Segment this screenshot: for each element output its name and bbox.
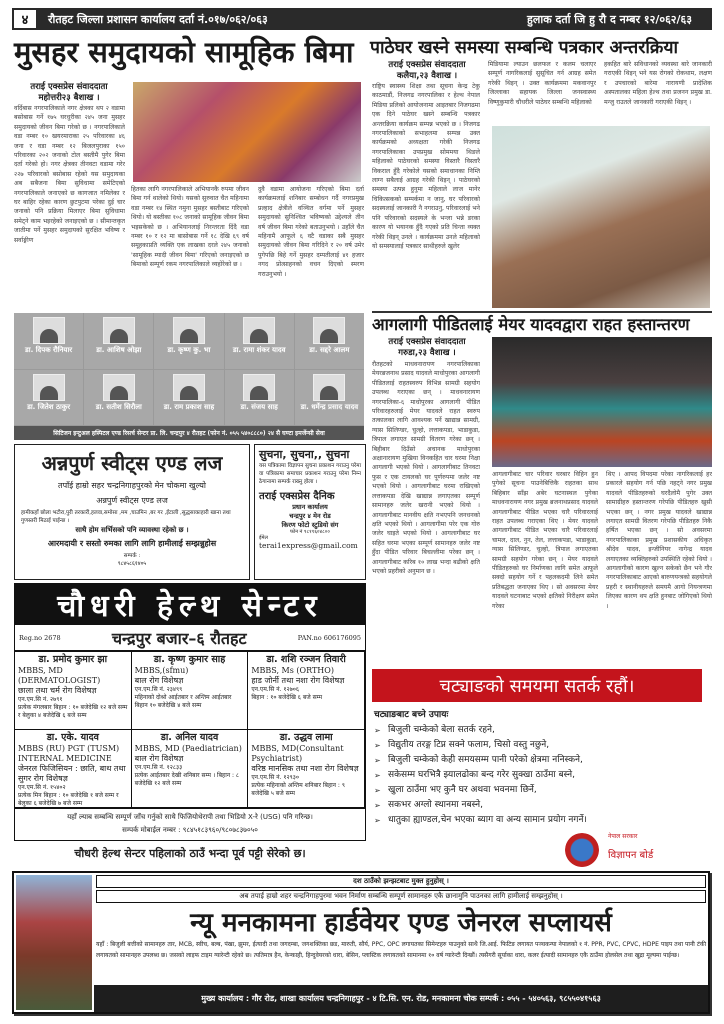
chaudhary-doctor-cell bbox=[15, 652, 132, 730]
doctor-card bbox=[84, 370, 153, 426]
chaudhary-services bbox=[14, 809, 366, 841]
doctor-name: डा. सद्दरे आलम bbox=[309, 346, 350, 354]
doctor-name: डा. जितेश ठाकुर bbox=[27, 402, 71, 411]
article1-photo bbox=[133, 82, 361, 182]
doctor-schedule: प्रत्येक महिनाको अन्तिम शनिबार बिहान : ९ बजेदेखि ५ बजे सम्म bbox=[251, 782, 345, 797]
article2-dateline: कलैया,२३ वैशाख । bbox=[396, 71, 458, 81]
doctor-name: डा. प्रमोद कुमार झा bbox=[38, 654, 108, 665]
doctor-card bbox=[14, 370, 83, 426]
doctor-name: डा. राम प्रकाश साह bbox=[163, 402, 215, 411]
govt-label: नेपाल सरकार bbox=[608, 833, 638, 840]
article3-headline: आगलागी पीडितलाई मेयर यादवद्वारा राहत हस्तान्तरण bbox=[372, 315, 690, 334]
doctor-photo bbox=[243, 374, 275, 401]
registration-left: रौतहट जिल्ला प्रशासन कार्यालय दर्ता नं.०१७/०६२/०६३ bbox=[48, 12, 268, 26]
lightning-tip: ➢ सकेसम्म घरभित्रै झ्यालढोका बन्द गरेर सुक्खा ठाउँमा बस्ने, bbox=[374, 768, 714, 783]
doctor-schedule: प्रत्येक मिन बिहान : १० बजेदेखि १ बजे सम्म र बेलुका ६ बजेदेखि ७ बजे सम्म bbox=[18, 792, 119, 807]
article2-photo bbox=[492, 126, 710, 308]
lightning-tip: ➢ धातुका ह्याण्डल,चेन भएका ब्याग वा अन्य सामान प्रयोग नगर्ने। bbox=[374, 813, 714, 828]
doctor-qualification: MBBS, MD(Consultant Psychiatrist) bbox=[251, 744, 344, 763]
chaudhary-subheader bbox=[14, 625, 366, 651]
article3-column-3: थिए । आपद विपदमा परेका नागरिकलाई हर प्रकारले सहयोग गर्न पछि नहट्ने नगर प्रमुख यादवले पीडितहरुको घरदैलोमै पुगेर उक्त सामाग्रीहरु हस्तान्तरण गरेपछि पीडितहरु खुसी भएका छन् । नगर प्रमुख यादवले खाद्यान्न लगाएत सामग्री वितरण गरेपछि पीडितहरु निकै हर्षित भएका छन् । सो अवसरमा नगरपालिकाका प्रमुख प्रशासकीय अधिकृत श्रीदेव यादव, इन्जीनियर नागेन्द्र यादव लगाएतका व्यक्तिहरुको उपस्थिति रहेको थियो । आगलागीको कारण खुल्न सकेको छैन भने गौर नगरपालिकाबाट आएको बारुणयन्त्रको सहयोगले प्रहरी र स्थानीयहरुले समयमै आगो नियन्त्रणमा लिएका कारण थप क्षति हुनबाट जोगिएको थियो । bbox=[606, 471, 712, 610]
lightning-title-banner: चट्याङको समयमा सतर्क रहौं। bbox=[372, 669, 702, 702]
article1-headline: मुसहर समुदायको सामूहिक बिमा bbox=[14, 35, 354, 69]
annapurna-line2: अन्नपुर्ण स्वीट्स एण्ड लज bbox=[96, 496, 168, 505]
annapurna-title: अन्नपुर्ण स्वीट्स एण्ड लज bbox=[41, 451, 223, 475]
doctor-name: डा. कृष्ण कु. भा bbox=[167, 346, 211, 354]
doctor-card bbox=[225, 370, 294, 426]
doctor-photo bbox=[33, 374, 65, 401]
doctor-schedule: बिहान : १० बजेदेखि ६ बजे सम्म bbox=[251, 694, 323, 701]
doctor-name: डा. संजय साह bbox=[240, 402, 278, 411]
article2-column-3: हकहित बारे सविधानको व्यवस्था बारे जानकारी गराएकी थिइन् भने यस रोगको रोकथाम, लक्षण र उपचारको बारेमा नारायणी प्रादेशिक अस्पतालका महिला हेल्थ तथा प्रजनन प्रमुख डा. मन्जु राउतले जानकारी गराएकी थिइन् । bbox=[604, 61, 712, 106]
hardware-store-ad bbox=[12, 871, 710, 1014]
article3-column-1: रौतहटको माधवनारायण नगरपालिकाका मेयरब्रजनाथ प्रसाद यादवले माधोपुरका आगलागी पीडितलाई राहतस्वरुप विभिन्न सामग्री सहयोग उपलब्ध गराएका छन् । माधवनारायण नगरपालिका-६ माधोपुरका आगलागी पीडित परिवारहरुलाई मेयर यादवले राहत स्वरुप तत्कालका लागि आवश्यक पर्ने खाद्यान्न सामग्री, ग्यास सिलिण्डर, चुल्हो, लत्ताकपडा, भाडाकुडा, त्रिपाल लगाएत सामग्री वितरण गरेका छन् । बिहीबार दिउँसो अचानक माधोपुरका अक्षानारायण मुखिया विनकहित चार घरमा निक्षा आगलागी भएको थियो । आगलागीबाट तिनवटा फुस र एक टायलको घर पूर्णरुपमा जलेर नष्ट भएको थियो । आगलागीबाट घरमा राखिएको लत्ताकपडा देखि खाद्यान्न लगाएतका सम्पूर्ण सामानहरु जलेर खरानी भएको थियो । आगलागीबाट मानवीय क्षति नभएपनि जनधनको क्षति भएको थियो । आगलागीमा परेर एक गोरु जलेर घाइते भएको थियो । आगलागीबाट घर सहित घरमा भएका सम्पूर्ण सामानहरु जलेर नष्ट हुँदा पीडित परिवार बिचल्लीमा परेका छन् । आगलागीबाट करिब १० लाख भन्दा बढीको क्षति भएको प्रहरीको अनुमान छ । bbox=[372, 361, 480, 575]
doctor-name: डा. कृष्ण कुमार साह bbox=[153, 654, 226, 665]
doctor-name: डा. धर्मेन्द्र प्रसाद यादव bbox=[300, 402, 359, 411]
temple-photo bbox=[16, 875, 92, 1010]
annapurna-sweets-ad bbox=[14, 444, 250, 580]
chaudhary-doctor-cell bbox=[15, 730, 132, 808]
lightning-tip-list bbox=[374, 723, 714, 828]
hardware-body: यहाँ : बिजुली बत्तीको सामानहरु तार, MCB, स्वीच, बल्ब, पंखा, झुमर, ईत्यादी तथा जगदम्बा, जगशक्तिका छड, मारुती, सौर्य, PPC, OPC लगायतका सिमेन्टहरु पाउनुको साथै जि.आई. फिटिङ लगायत पञ्चकन्या नेपालको १ नं. PPR, PVC, CPVC, HDPE पाइप तथा पानी टंकी लगायतको सामानहरु उपलब्ध छ। जसको लाइफ टाइम ग्यारेन्टी रहेको छ। त्यतिमात्र हैन, केन्काही, हिन्दुवेयरको धारा, बेसिन, प्लास्टिक लगायतको सामानमा १० वर्ष ग्यारेन्टी दिन्छौं। त्यसैगरी सूर्याका धारा, कलर ईत्यादी सामानहरु एकै ठाउँमा होलसेल तथा खुद्रा मूल्यमा पाईन्छ। bbox=[96, 941, 706, 959]
lightning-tips bbox=[374, 708, 714, 828]
article2-byline-block bbox=[372, 60, 482, 82]
hardware-intro: अब तपाई हाम्रो शहर चन्द्रनिगाहपुरमा भवन निर्माण सम्बन्धि सम्पूर्ण सामानहरु एकै छानामुनि पाउनका लागि हामीलाई सम्झनुहोस् । bbox=[96, 890, 706, 903]
article2-column-2: मिडियामा ल्याउन छलफल र कलम चलाएर सम्पूर्ण नागरिकलाई सुसूचित गर्न आग्रह समेत गरेकी थिइन् । उक्त कार्यक्रममा मकवानपुर जिल्लाका सहायक जिल्ला जनस्वास्थ्य विष्णुकुमारी चौधरीले पाठेघर सम्बन्धि महिलाको bbox=[488, 61, 596, 106]
article1-byline: तराई एक्सप्रेस संवाददाता bbox=[30, 82, 108, 92]
suchana-office: प्रधान कार्यालय bbox=[292, 503, 328, 511]
chaudhary-doctor-cell bbox=[248, 652, 365, 730]
lightning-tip: ➢ सकभर अग्लो स्थानमा नबस्ने, bbox=[374, 798, 714, 813]
doctor-photo bbox=[173, 374, 205, 401]
doctor-name: डा. उद्धव लामा bbox=[279, 732, 333, 743]
lightning-tip: ➢ खुला ठाउँमा भए कुनै घर अथवा भवनमा छिर्ने, bbox=[374, 783, 714, 798]
doctor-name: डा. सतीश सिरौला bbox=[95, 402, 142, 411]
annapurna-line1: तपाँई हाम्रो सहर चन्द्रनिगाहपुरको मेन चोकमा खुल्यो bbox=[58, 481, 206, 490]
doctor-schedule: महिनाको दोश्रो आईतबार र अन्तिम आईतबार बिहान १० बजेदेखि ४ बजे सम्म bbox=[134, 694, 232, 709]
doctor-nmc-number: एन.एम.सि नं. १५४०२ bbox=[18, 784, 66, 791]
doctors-advertisement bbox=[14, 313, 364, 440]
article3-byline: तराई एक्सप्रेस संवाददाता bbox=[388, 337, 466, 347]
doctor-nmc-number: एन.एम.सि नं. १२७०६ bbox=[251, 686, 299, 693]
doctor-photo bbox=[313, 374, 345, 401]
ad-board-label: विज्ञापन बोर्ड bbox=[608, 850, 654, 861]
doctor-qualification: MBBS,(sfmu) bbox=[134, 666, 189, 675]
article1-column-3: दुवै वडामा आयोजना गरिएको बिमा दर्ता कार्यक्रमलाई शनिबार सम्बोधन गर्दै नगरप्रमुख प्रल्हाद क्षेत्रीले वञ्चित वर्गमा पर्ने मुसहर समुदायको सुनिश्चित भविष्यको उद्देश्यले तीन वर्ष जीवन बिमा गरेको बताउनुभयो । उहाँले चैत महिनामै आफूले ६ वटै वडाका सबै मुसहर समुदायको जीवन बिमा गरिदिने र २० वर्ष उमेर पुगेपछि बिहे गर्ने मुसहर दम्पतीलाई ४१ हजार नगद प्रोत्साहनको वचन दिएको स्मरण गराउनुभयो । bbox=[258, 186, 364, 278]
chaudhary-moved-notice: चौधरी हेल्थ सेन्टर पहिलाको ठाउँ भन्दा पूर्व पट्टी सेरेको छ। bbox=[74, 847, 306, 860]
doctor-card bbox=[84, 313, 153, 369]
doctor-name: डा. रामा शंकर यादव bbox=[232, 346, 286, 354]
doctor-specialty: जेनरल फिजिसियन : छाति, बाथ तथा सुगर रोग विशेषज्ञ bbox=[18, 764, 126, 783]
doctor-specialty: बाल रोग विशेषज्ञ bbox=[134, 676, 184, 685]
lightning-subtitle: चट्याङबाट बच्ने उपायः bbox=[374, 710, 449, 720]
hardware-footer: मुख्य कार्यालय : गौर रोड, शाखा कार्यालय चन्द्रनिगाहपुर - ४ टि.सि. एन. रोड, मनकामना चोक सम्पर्क : ०५५ - ५४०५६३, ९८५५०४१५६३ bbox=[94, 985, 708, 1012]
suchana-ad bbox=[254, 444, 366, 580]
chaudhary-xray-note: यहाँ ल्याब सम्बन्धि सम्पूर्ण जाँच गर्नुको साथै फिजियोथेरापी तथा भिडियो X-रे (USG) पनि गरिन्छ। bbox=[67, 813, 313, 821]
article1-byline-block bbox=[14, 82, 124, 104]
article2-column-1: राष्ट्रिय स्वास्थ्य शिक्षा तथा सूचना केन्द्र टेकु काठमाडौं, निजगढ नगरपालिका र हेल्थ नेपाल मिडिया प्रलिको आयोजनामा आइतबार निजगढमा एक दिने पाठेघर खस्ने सम्बन्धि पत्रकार अन्तरक्रिया कार्यक्रम सम्पन्न भएको छ । निजगढ नगरपालिकाको सभाहलमा सम्पन्न उक्त कार्यक्रमको अध्यक्षता गरेकी निजगढ नगरपालिकाका उपप्रमुख सोममया थिङले महिलाको पाठेघरको समस्या विस्तारै विस्तारै विकराल हुँदै गरेकोले यसको समाधानका निम्ति लाग्न सबैलाई आग्रह गरेकी थिइन् । पाठेघरको समस्या उत्पन्न हुनुमा महिलाले लाज मानेर चिकित्सकको सम्पर्कमा न जानु, घर परिवारको सदस्यलाई जानकारी नै नगराउनु, परिवारलाई भने पनि परिवारको सदस्यले के भन्ला भन्ने डरका कारण यो भयानक हुँदै गएको प्रति चिन्ता व्यक्त गरेकी थिइन् उनले । कार्यक्रममा उनले महिलाको यो समस्यालाई पत्रकार साथीहरुले खुलेर bbox=[372, 83, 480, 250]
doctor-nmc-number: एन.एम.सि नं. २७९१ bbox=[18, 696, 63, 703]
chaudhary-doctor-grid bbox=[14, 651, 366, 809]
doctor-qualification: MBBS, MD (Paediatrician) bbox=[134, 744, 242, 753]
doctor-qualification: MBBS, MD (DERMATOLOGIST) bbox=[18, 666, 101, 685]
doctor-name: डा. आशिष ओझा bbox=[96, 346, 142, 354]
doctor-card bbox=[154, 370, 223, 426]
lightning-tip: ➢ बिजुली चम्केको बेला सतर्क रहने, bbox=[374, 723, 714, 738]
chaudhary-doctor-cell bbox=[248, 730, 365, 808]
doctor-specialty: छाला तथा चर्म रोग विशेषज्ञ bbox=[18, 686, 97, 695]
doctor-specialty: हाड जोर्नी तथा नशा रोग विशेषज्ञ bbox=[251, 676, 345, 685]
doctor-name: डा. शशि रञ्जन तिवारी bbox=[266, 654, 346, 665]
doctor-photo bbox=[313, 317, 345, 344]
doctor-name: डा. दिपक रौनियार bbox=[25, 346, 73, 354]
hardware-title: न्यू मनकामना हार्डवेयर एण्ड जेनरल सप्लायर्स bbox=[190, 908, 612, 938]
chaudhary-doctor-cell bbox=[132, 652, 249, 730]
doctor-card bbox=[225, 313, 294, 369]
doctor-qualification: MBBS (RU) PGT (TUSM) INTERNAL MEDICINE bbox=[18, 744, 120, 763]
lightning-tip: ➢ बिजुली चम्केको केही समयसम्म पानी परेको क्षेत्रमा ननिस्कने, bbox=[374, 753, 714, 768]
doctor-qualification: MBBS, Ms (ORTHO) bbox=[251, 666, 334, 675]
suchana-body: यस पत्रिकामा विज्ञापन सुचना प्रकाशन गराउनु परेमा वा पत्रिकामा समाचार प्रकाशन गराउनु परेमा निम्न ठेगानामा सम्पर्क राख्नु होला । bbox=[259, 463, 361, 485]
suchana-email-label: ईमेल bbox=[259, 535, 268, 541]
chaudhary-reg-no: Reg.no 2678 bbox=[19, 633, 61, 642]
suchana-email[interactable]: terai1express@gmail.com bbox=[259, 541, 358, 550]
doctor-photo bbox=[103, 317, 135, 344]
lightning-tip: ➢ विद्युतीय तरङ्ग टिप्न सक्ने फलाम, चिसो वस्तु नछुने, bbox=[374, 738, 714, 753]
article3-photo bbox=[492, 337, 712, 467]
doctor-nmc-number: एन.एम.सि नं. १२८३३ bbox=[134, 764, 183, 771]
doctors-ad-footer: सिटिजन इन्टुअल हस्पिटल एण्ड रिसर्च सेन्टर प्रा. लि. चन्द्रपुर ४ रौतहट (फोन नं. ०५५ ५४०८८८०) २४ सै घण्टा इमर्जेन्सी सेवा bbox=[14, 426, 364, 440]
annapurna-contact-label: सम्पर्क : bbox=[123, 553, 141, 559]
article1-column-2: हितका लागि नगरपालिकाले अभियानकै रुपमा जीवन बिमा गर्न थालेको थियो। यसको सुरुवात चैत महिनामा वडा नम्बर १४ स्थित नमुना मुसहर बस्तीबाट गरिएको थियो। यो बस्तीका १०८ जनाको सामूहिक जीवन बिमा भइसकेको छ । अभियानलाई निरन्तरता दिंदै वडा नम्बर १० र १२ मा बासोबास गर्ने १८ देखि ६९ वर्ष समूहकाप्रति व्यक्ति एक लाखका दरले २४५ जनाको 'सामूहिक म्यादी जीवन बिमा' गरिएको जनाइएको छ बिमाको सम्पूर्ण रकम नगरपालिकाले व्यहोरेको छ । bbox=[131, 186, 249, 269]
doctor-specialty: बाल रोग विशेषज्ञ bbox=[134, 754, 184, 763]
annapurna-contact: ९८४५८६१४०५ bbox=[117, 561, 147, 567]
doctor-card bbox=[295, 313, 364, 369]
chaudhary-doctor-cell bbox=[132, 730, 249, 808]
doctor-specialty: वरिष्ठ मानसिक तथा नशा रोग विशेषज्ञ bbox=[251, 764, 359, 773]
doctor-schedule: प्रत्येक आईतबार देखी शनिबार सम्म । बिहान : ८ बजेदेखि १२ बजे सम्म bbox=[134, 772, 240, 787]
suchana-paper-name: तराई एक्सप्रेस दैनिक bbox=[259, 491, 335, 502]
suchana-studio: किरण फोटो स्टुडियो संग bbox=[281, 521, 339, 529]
chaudhary-pan-no: PAN.no 606176095 bbox=[297, 633, 361, 642]
article1-column-1: वर्दिबास नगरपालिकाले नगर क्षेत्रका थप २ वडामा बसोबास गर्ने १७५ घरधुरीका २४५ जना मुसहर समुदायको जीवन बिमा गरेको छ । नगरपालिकाले वडा नम्बर १० खयरमाराका २५ परिवारका ४६ जना र वडा नम्बर १२ बिजलपुराका १५० परिवारका २०२ जनाको टोल बस्तीमै पुगेर बिमा दर्ता गरेको हो। नगर क्षेत्रका तीनवटा वडामा गरेर २२७ परिवारको बसोबास रहेको यस समुदायका अब सबैजना बिमा सुविधामा समेटिएको नगरपालिकाले जनाएको छ कागजात नमिलेका र घर बाहिर रहेका कारण छुटपुटमा परेका दुई चार जनाको पनि प्रक्रिया मिलाएर बिमा सुविधामा समेट्ने काम भइरहेको जनाइएको छ । सीमान्तकृत जातीमा पर्ने मुसहर समुदायको सुरक्षित भविष्य र सर्वाङ्गीण bbox=[14, 105, 125, 244]
page-header-bar bbox=[12, 8, 712, 30]
nepal-govt-emblem-icon bbox=[565, 833, 599, 867]
doctor-schedule: प्रत्येक मंगलबार बिहान : १० बजेदेखि १२ बजे सम्म र बेलुका ४ बजेदेखि ६ बजे सम्म bbox=[18, 704, 128, 719]
suchana-phone: फोन नं ९८११६०४८०० bbox=[290, 529, 330, 535]
chaudhary-mobile: सम्पर्क मोबाईल नम्बर : ९८४५१८३९६०/९८०७८३७०५० bbox=[122, 826, 258, 834]
doctor-nmc-number: एन.एम.सि नं. २३४९९ bbox=[134, 686, 183, 693]
suchana-address: चन्द्रपुर ४ मेन रोड bbox=[289, 512, 331, 520]
article1-dateline: महोत्तरी२३ बैशाख । bbox=[38, 93, 100, 103]
doctor-photo bbox=[103, 374, 135, 401]
chaudhary-location: चन्द्रपुर बजार–६ रौतहट bbox=[111, 628, 247, 648]
doctor-card bbox=[14, 313, 83, 369]
doctor-card bbox=[154, 313, 223, 369]
doctor-nmc-number: एन.एम.सि नं. १२९३० bbox=[251, 774, 299, 781]
annapurna-menu: हामीकहाँ छोला भटौरा,पुरी तरकारी,हलवा,समोसा ,मम ,चाउमिन ,बर गर ,ईटाली ,सुद्धसाकाहारी खाना तथा गुणस्तरी मिठाई पाईन्छ । bbox=[21, 510, 231, 524]
annapurna-home-service: साथै होम सर्भिसको पनि व्यावस्था रहेको छ । bbox=[75, 526, 189, 534]
article3-dateline: गरुडा,२३ वैशाख । bbox=[398, 348, 456, 358]
chaudhary-health-title: चौधरी हेल्थ सेन्टर bbox=[14, 583, 366, 625]
doctor-photo bbox=[243, 317, 275, 344]
page-number: ४ bbox=[14, 10, 36, 28]
doctor-photo bbox=[33, 317, 65, 344]
doctor-card bbox=[295, 370, 364, 426]
suchana-title: सुचना, सुचना,, सुचना bbox=[259, 448, 350, 461]
article2-headline: पाठेघर खस्ने समस्या सम्बन्धि पत्रकार अन्तरक्रिया bbox=[370, 38, 679, 58]
doctor-photo bbox=[173, 317, 205, 344]
doctor-name: डा. एके. यादव bbox=[46, 732, 99, 743]
article3-column-2: आगलागीबाट चार परिवार घरबार विहिन हुन पुगेको सूचना पाउनेबित्तिकै राहतका साथ बिहिबार साँझ अबेर घटनास्थल पुगेका माधवनारायण नगर प्रमुख ब्रजनाथप्रसाद यादवले आगलागीबाट पीडित भएका चारै परिवारलाई राहत उपलब्ध गराएका थिए । मेयर यादवले आगलागीबाट पीडित भएका चारै परिवारलाई चामल, दाल, नुन, तेल, लत्ताकपडा, भाडाकुडा, ग्यास सिलिण्डर, चुल्हो, त्रिपाल लगाएतका सामग्री सहयोग गरेका छन् । मेयर यादवले पीडितहरुको घर निर्माणका लागि समेत आफूले सक्दो सहयोग गर्ने र पहलकदमी लिने समेत प्रतिबद्धता जनाएका थिए । सो अवसरमा मेयर यादवले घटनाबाट भएको क्षतिको निरीक्षण समेत गरेका bbox=[492, 471, 598, 610]
annapurna-tagline: आरमदायी र सस्तो रुमका लागि लागि हामीलाई सम्झन्नुहोस bbox=[47, 539, 217, 548]
hardware-tagline: दश ठाउँको झन्झटबाट मुक्त हुनुहोस् । bbox=[96, 875, 706, 888]
doctor-name: डा. अनिल यादव bbox=[160, 732, 219, 743]
registration-right: हुलाक दर्ता जि हु रौ द नम्बर १२/०६२/६३ bbox=[527, 12, 692, 26]
article2-byline: तराई एक्सप्रेस संवाददाता bbox=[388, 60, 466, 70]
article3-byline-block bbox=[372, 337, 482, 359]
